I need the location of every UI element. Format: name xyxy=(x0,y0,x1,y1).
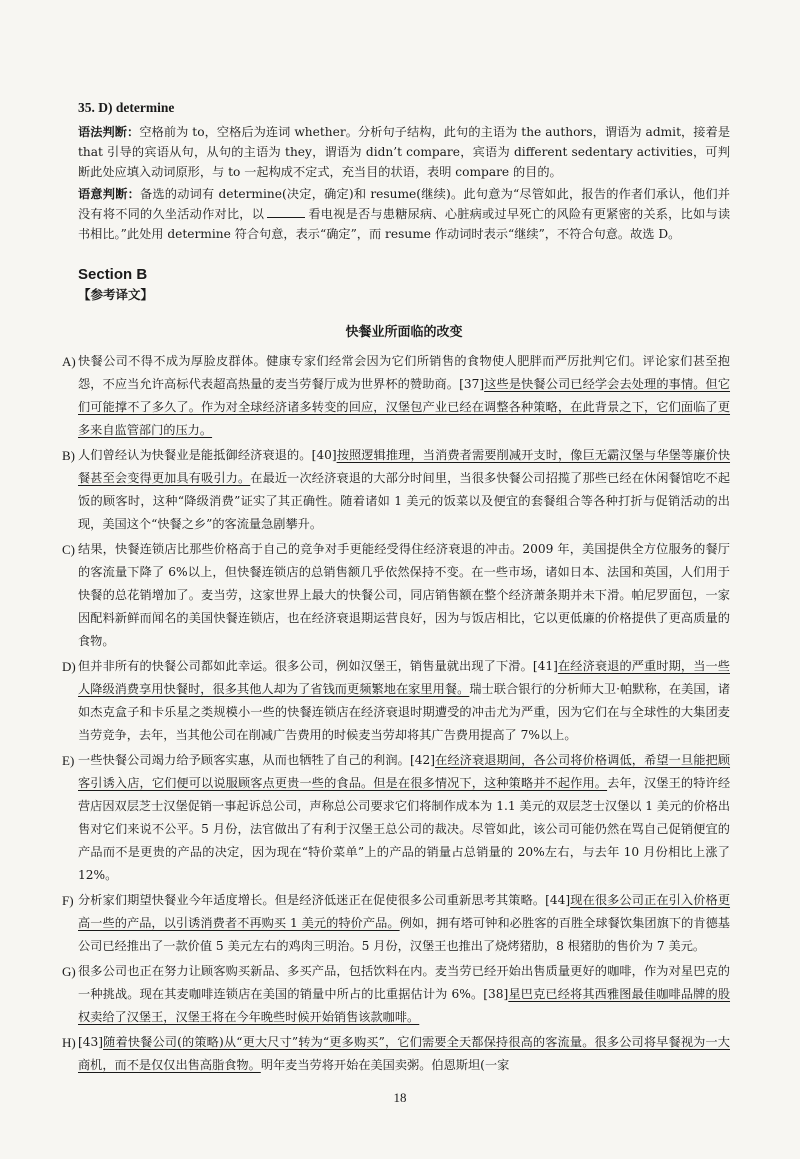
paragraph-segment: 例如，拥有塔可钟和必胜客的百胜全球餐饮集团旗下的肯德基公司已经推出了一款价值 5 美元左右的鸡肉三明治。5 月份，汉堡王也推出了烧烤猪肋，8 根猪肋的售价为 7 美元。 xyxy=(78,916,730,953)
paragraph-letter: G) xyxy=(62,964,76,979)
underlined-answer-text: 按照逻辑推理，当消费者需要削减开支时，像巨无霸汉堡与华堡等廉价快餐甚至会变得更加具有吸引力。 xyxy=(78,448,731,485)
paragraph-segment: 很多公司也正在努力让顾客购买新品、多买产品，包括饮料在内。麦当劳已经开始出售质量更好的咖啡，作为对星巴克的一种挑战。现在其麦咖啡连锁店在美国的销量中所占的比重据估计为 6%。 xyxy=(78,964,730,1001)
paragraph xyxy=(62,350,731,442)
paragraph-segment: 在最近一次经济衰退的大部分时间里，当很多快餐公司招揽了那些已经在休闲餐馆吃不起饭的顾客时，这种“降级消费”证实了其正确性。随着诸如 1 美元的饭菜以及便宜的套餐组合等各种打折与促销活动的出现，美国这个“快餐之乡”的客流量急剧攀升。 xyxy=(78,471,731,531)
paragraph-letter: F) xyxy=(62,893,74,908)
grammar-label: 语法判断： xyxy=(78,125,140,139)
underlined-answer-text: 在经济衰退的严重时期，当一些人降级消费享用快餐时，很多其他人却为了省钱而更频繁地在家里用餐。 xyxy=(78,659,730,696)
grammar-text: 空格前为 to，空格后为连词 whether。分析句子结构，此句的主语为 the authors，谓语为 admit，接着是 that 引导的宾语从句，从句的主语为 they，谓语为 didn’t compare，宾语为 different sedentary activities，可判断此处应填入动词原形，与 to 一起构成不定式，充当目的状语，表明 compare 的目的。 xyxy=(78,125,731,179)
paragraph-segment: [38] xyxy=(483,987,509,1001)
paragraph-segment: [37] xyxy=(459,377,485,391)
paragraph-segment: 去年，汉堡王的特许经营店因双层芝士汉堡促销一事起诉总公司，声称总公司要求它们将制作成本为 1.1 美元的双层芝士汉堡以 1 美元的价格出售对它们来说不公平。5 月份，法官做出了有利于汉堡王总公司的裁决。尽管如此，该公司可能仍然在骂自己促销便宜的产品而不是更贵的产品的决定，因为现在“特价菜单”上的产品的销量占总销量的 20%左右，与去年 10 月份相比上涨了 12%。 xyxy=(78,776,731,882)
grammar-explanation xyxy=(78,122,730,182)
paragraph-letter: C) xyxy=(62,542,75,557)
article-paragraphs xyxy=(62,350,731,1077)
paragraph xyxy=(62,444,731,536)
answer-blank xyxy=(267,217,305,218)
paragraph-text xyxy=(78,889,730,958)
page-content xyxy=(62,100,731,1079)
paragraph-segment: 但并非所有的快餐公司都如此幸运。很多公司，例如汉堡王，销售量就出现了下滑。 xyxy=(78,659,533,673)
page-number: 18 xyxy=(393,1090,407,1105)
paragraph-text xyxy=(78,538,730,653)
paragraph-letter: B) xyxy=(62,448,75,463)
paragraph-segment: [43] xyxy=(78,1035,104,1049)
article-title: 快餐业所面临的改变 xyxy=(345,325,463,340)
paragraph-segment: 分析家们期望快餐业今年适度增长。但是经济低迷正在促使很多公司重新思考其策略。 xyxy=(78,893,546,907)
underlined-answer-text: 随着快餐公司(的策略)从“更大尺寸”转为“更多购买”，它们需要全天都保持很高的客流量。很多公司将早餐视为一大商机，而不是仅仅出售高脂食物。 xyxy=(78,1035,730,1072)
meaning-label: 语意判断： xyxy=(78,187,140,201)
paragraph-segment: [40] xyxy=(311,448,337,462)
question-35-heading: 35. D) determine xyxy=(78,100,175,115)
paragraph xyxy=(62,960,731,1029)
meaning-text-2: 看电视是否与患糖尿病、心脏病或过早死亡的风险有更紧密的关系，比如与读书相比。”此处用 determine 符合句意，表示“确定”，而 resume 作动词时表示“继续”，不符合句意。故选 D。 xyxy=(78,207,731,241)
section-heading: Section B xyxy=(78,266,148,283)
underlined-answer-text: 在经济衰退期间，各公司将价格调低，希望一旦能把顾客引诱入店，它们便可以说服顾客点更贵一些的食品。但是在很多情况下，这种策略并不起作用。 xyxy=(78,753,731,790)
paragraph-text xyxy=(78,1031,730,1077)
paragraph xyxy=(62,538,730,653)
paragraph-segment: 结果，快餐连锁店比那些价格高于自己的竞争对手更能经受得住经济衰退的冲击。2009 年，美国提供全方位服务的餐厅的客流量下降了 6%以上，但快餐连锁店的总销售额几乎依然保持不变。在一些市场，诸如日本、法国和英国，人们用于快餐的总花销增加了。麦当劳，这家世界上最大的快餐公司，同店销售额在整个经济萧条期并未下滑。帕尼罗面包，一家因配料新鲜而闻名的美国快餐连锁店，也在经济衰退期运营良好，因为与饭店相比，它以更低廉的价格提供了更高质量的食物。 xyxy=(78,542,730,648)
paragraph xyxy=(62,655,731,747)
paragraph-segment: 快餐公司不得不成为厚脸皮群体。健康专家们经常会因为它们所销售的食物使人肥胖而严厉批判它们。评论家们甚至抱怨，不应当允许高标代表超高热量的麦当劳餐厅成为世界杯的赞助商。 xyxy=(78,354,730,391)
paragraph xyxy=(62,1031,730,1077)
paragraph-text xyxy=(78,350,730,442)
paragraph-letter: A) xyxy=(62,354,76,369)
paragraph-letter: E) xyxy=(62,753,75,768)
paragraph-segment: 瑞士联合银行的分析师大卫·帕默称，在美国，诸如杰克盒子和卡乐星之类规模小一些的快餐连锁店在经济衰退时期遭受的冲击尤为严重，因为它们在与全球性的大集团麦当劳竞争，去年，当其他公司在削减广告费用的时候麦当劳却将其广告费用提高了 7%以上。 xyxy=(78,682,731,742)
underlined-answer-text: 这些是快餐公司已经学会去处理的事情。但它们可能撑不了多久了。 xyxy=(78,377,731,414)
underlined-answer-text: 星巴克已经将其西雅图最佳咖啡品牌的股权卖给了汉堡王，汉堡王将在今年晚些时候开始销售该款咖啡。 xyxy=(78,987,731,1024)
paragraph xyxy=(62,889,731,958)
paragraph-letter: H) xyxy=(62,1035,76,1050)
paragraph-text xyxy=(78,960,730,1029)
paragraph-segment: 明年麦当劳将开始在美国卖粥。伯恩斯坦(一家 xyxy=(260,1058,510,1072)
paragraph-text xyxy=(78,655,730,747)
paragraph-segment: [44] xyxy=(545,893,571,907)
reference-translation-label: 【参考译文】 xyxy=(78,287,154,302)
meaning-text-1: 备选的动词有 determine(决定，确定)和 resume(继续)。此句意为“尽管如此，报告的作者们承认，他们并没有将不同的久坐活动作对比，以 xyxy=(78,187,730,221)
paragraph-segment: 人们曾经认为快餐业是能抵御经济衰退的。 xyxy=(78,448,312,462)
underlined-answer-text: 作为对全球经济诸多转变的回应，汉堡包产业已经在调整各种策略，在此背景之下，它们面临了更多来自监管部门的压力。 xyxy=(78,400,731,437)
paragraph-segment: 一些快餐公司竭力给予顾客实惠，从而也牺牲了自己的利润。 xyxy=(78,753,410,767)
underlined-answer-text: 现在很多公司正在引入价格更高一些的产品，以引诱消费者不再购买 1 美元的特价产品。 xyxy=(78,893,731,930)
paragraph-letter: D) xyxy=(62,659,76,674)
paragraph-text xyxy=(78,749,730,887)
paragraph-segment: [42] xyxy=(409,753,435,767)
meaning-explanation xyxy=(78,184,730,244)
paragraph xyxy=(62,749,731,887)
paragraph-text xyxy=(78,444,730,536)
paragraph-segment: [41] xyxy=(532,659,558,673)
